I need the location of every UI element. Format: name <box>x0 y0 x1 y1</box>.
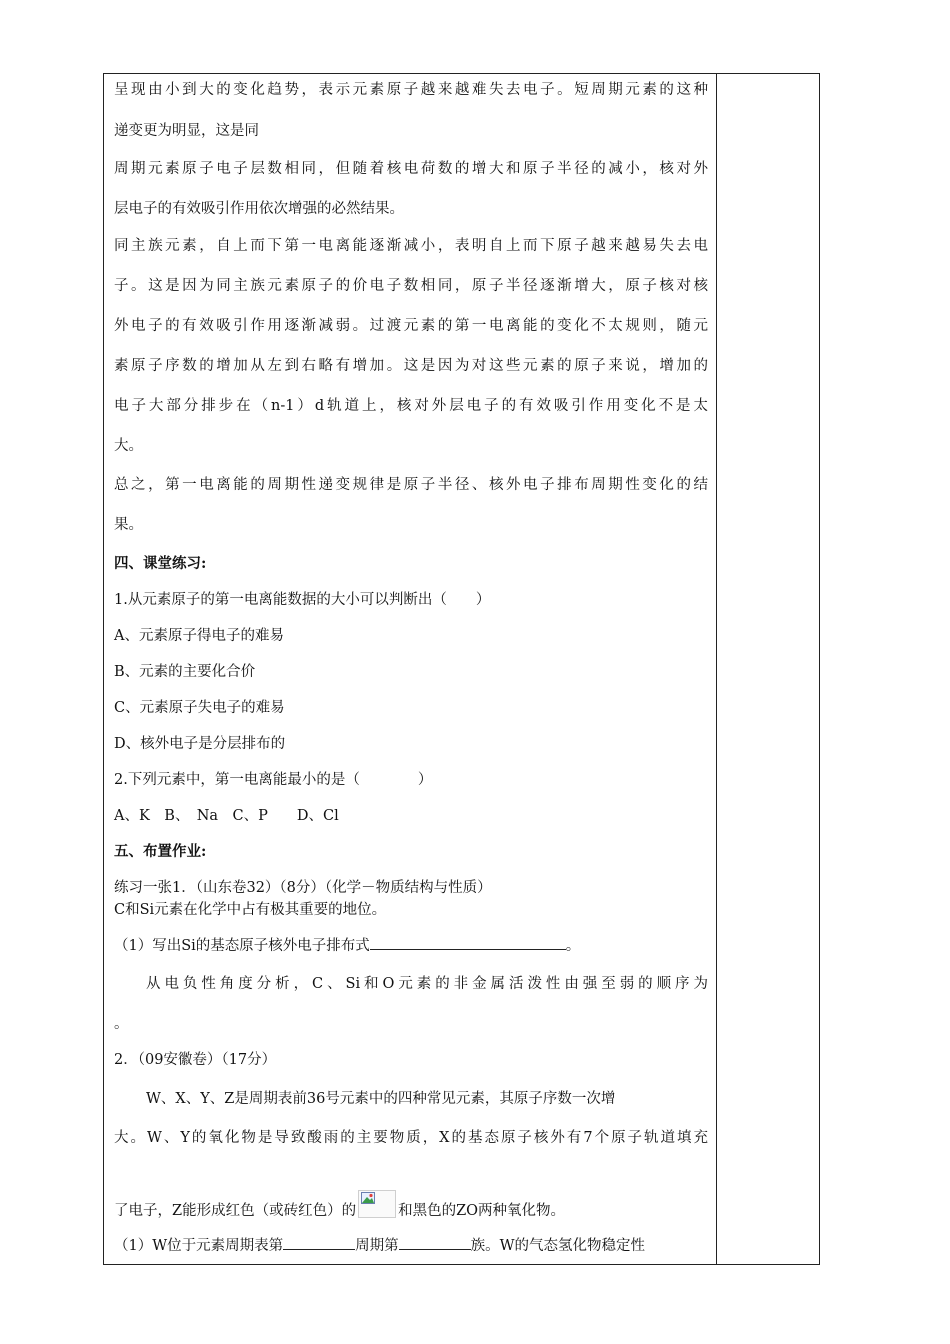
section-heading-homework: 五、布置作业: <box>114 843 207 860</box>
option-c: C、元素原子失电子的难易 <box>114 700 285 716</box>
text-line: 电子大部分排步在（n-1）d轨道上，核对外层电子的有效吸引作用变化不是太 <box>114 398 708 414</box>
text-line: 素原子序数的增加从左到右略有增加。这是因为对这些元素的原子来说，增加的 <box>114 358 708 374</box>
homework-2-title: 2．（09安徽卷）（17分） <box>114 1052 277 1068</box>
homework-1-part-2: 从电负性角度分析，C、Si和O元素的非金属活泼性由强至弱的顺序为 <box>146 976 708 992</box>
option-b: B、元素的主要化合价 <box>114 664 256 680</box>
column-divider <box>716 73 717 1265</box>
text-line: 递变更为明显，这是同 <box>114 123 259 139</box>
prompt-text: （1）写出Si的基态原子核外电子排布式 <box>114 938 370 954</box>
homework-1-part-1 <box>114 934 580 955</box>
q1-part-c: 族。W的气态氢化物稳定性 <box>470 1238 646 1254</box>
option-d: D、核外电子是分层排布的 <box>114 736 286 752</box>
option-a: A、元素原子得电子的难易 <box>114 628 284 644</box>
text-line: 周期元素原子电子层数相同，但随着核电荷数的增大和原子半径的减小，核对外 <box>114 161 708 177</box>
answer-blank[interactable] <box>370 935 566 950</box>
homework-2-question-1 <box>114 1234 645 1255</box>
prompt-end: 。 <box>565 938 581 954</box>
homework-2-line-3 <box>114 1190 565 1220</box>
text-line: 子。这是因为同主族元素原子的价电子数相同，原子半径逐渐增大，原子核对核 <box>114 278 708 294</box>
q1-part-b: 周期第 <box>355 1238 399 1254</box>
text-line: 总之，第一电离能的周期性递变规律是原子半径、核外电子排布周期性变化的结 <box>114 477 708 493</box>
text-line: 外电子的有效吸引作用逐渐减弱。过渡元素的第一电离能的变化不太规则，随元 <box>114 318 708 334</box>
broken-image-icon <box>358 1190 396 1218</box>
q1-part-a: （1）W位于元素周期表第 <box>114 1238 284 1254</box>
question-2-options: A、K B、 Na C、P D、Cl <box>114 808 339 824</box>
line-3-text-a: 了电子，Z能形成红色（或砖红色）的 <box>114 1203 357 1219</box>
answer-blank[interactable] <box>283 1235 355 1250</box>
homework-1-title: 练习一张1．（山东卷32）（8分）（化学－物质结构与性质） <box>114 880 492 896</box>
text-line: 果。 <box>114 517 143 533</box>
homework-1-intro: C和Si元素在化学中占有极其重要的地位。 <box>114 902 387 918</box>
homework-1-part-2-end: 。 <box>114 1016 129 1032</box>
homework-2-line-2: 大。W、Y的氧化物是导致酸雨的主要物质，X的基态原子核外有7个原子轨道填充 <box>114 1130 708 1146</box>
text-line: 呈现由小到大的变化趋势，表示元素原子越来越难失去电子。短周期元素的这种 <box>114 82 708 98</box>
text-line: 层电子的有效吸引作用依次增强的必然结果。 <box>114 201 404 217</box>
section-heading-practice: 四、课堂练习: <box>114 555 207 572</box>
question-1: 1.从元素原子的第一电离能数据的大小可以判断出（ ） <box>114 592 491 608</box>
text-line: 同主族元素，自上而下第一电离能逐渐减小，表明自上而下原子越来越易失去电 <box>114 238 708 254</box>
text-line: 大。 <box>114 438 143 454</box>
answer-blank[interactable] <box>399 1235 471 1250</box>
line-3-text-b: 和黑色的ZO两种氧化物。 <box>398 1203 566 1219</box>
homework-2-line-1: W、X、Y、Z是周期表前36号元素中的四种常见元素，其原子序数一次增 <box>146 1091 616 1107</box>
question-2: 2.下列元素中，第一电离能最小的是（ ） <box>114 772 433 788</box>
